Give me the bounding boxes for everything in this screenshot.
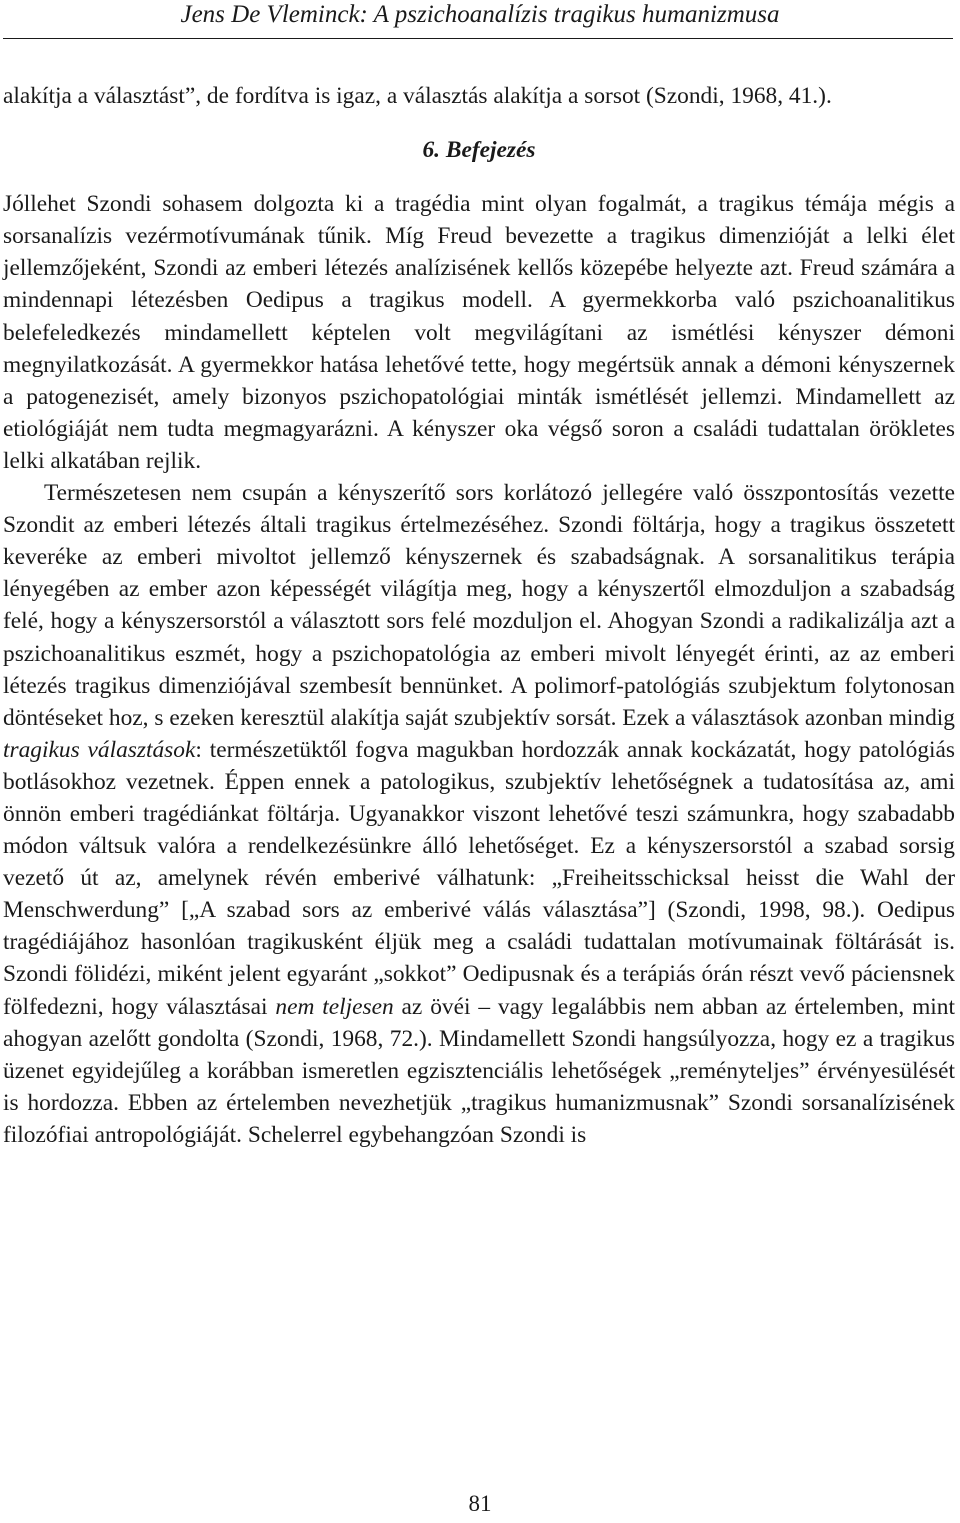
paragraph-2-italic-not-entirely: nem teljesen <box>275 993 394 1020</box>
paragraph-2-part-1: Természetesen nem csupán a kényszerítő sors korlátozó jellegére való összpontosítás vezette Szondit az emberi létezés általi tragikus értelmezéséhez. Szondi föltárja, hogy a tragikus összetett keveréke az emberi mivoltot jellemző kényszernek és szabadságnak. A sorsanalitikus terápia lényegében az ember azon képességét világítja meg, hogy a kényszertől elmozduljon a szabadság felé, hogy a kényszersorstól a választott sors felé mozduljon el. Ahogyan Szondi a radikalizálja azt a pszichoanalitikus eszmét, hogy a pszichopatológia az emberi mivolt lényegét érinti, az az emberi létezés tragikus dimenziójával szembesít bennünket. A polimorf-patológiás szubjektum folytonosan döntéseket hoz, s ezeken keresztül alakítja saját szubjektív sorsát. Ezek a választások azonban mindig <box>3 480 955 731</box>
paragraph-1: Jóllehet Szondi sohasem dolgozta ki a tragédia mint olyan fogalmát, a tragikus témája mégis a sorsanalízis vezérmotívumának tűnik. Míg Freud bevezette a tragikus dimenzióját a lelki élet jellemzőjeként, Szondi az emberi létezés analízisének kellős közepébe helyezte azt. Freud számára a mindennapi létezésben Oedipus a tragikus modell. A gyermekkorba való pszichoanalitikus belefeledkezés mindamellett képtelen volt megvilágítani az ismétlési kényszer démoni megnyilatkozását. A gyermekkor hatása lehetővé tette, hogy megértsük annak a démoni kényszernek a patogenezisét, amely bizonyos pszichopatológiai minták ismétlését jellemzi. Mindamellett az etiológiáját nem tudta megmagyarázni. A kényszer oka végső soron a családi tudattalan örökletes lelki alkatában rejlik. <box>3 191 955 474</box>
running-header <box>0 0 960 40</box>
paragraph-2-part-2: : természetüktől fogva magukban hordozzák annak kockázatát, hogy patológiás botlásokhoz vezetnek. Éppen ennek a patologikus, szubjektív lehetőségnek a tudatosítása az, ami önnön emberi tragédiánkat föltárja. Ugyanakkor viszont lehetővé teszi számunkra, hogy szabadabb módon váltsuk valóra a rendelkezésünkre álló lehetőséget. Ez a kényszersorstól a szabad sorsig vezető út az, amelynek révén emberivé válhatunk: „Freiheitsschicksal heisst die Wahl der Menschwerdung” [„A szabad sors az emberivé válás választása”] (Szondi, 1998, 98.). Oedipus tragédiájához hasonlóan tragikusként éljük meg a családi tudattalan motívumainak föltárását is. Szondi fölidézi, miként jelent egyaránt „sokkot” Oedipusnak és a terápiás órán részt vevő páciensnek fölfedezni, hogy választásai <box>3 736 955 1020</box>
section-number: 6. <box>422 137 441 164</box>
intro-paragraph: alakítja a választást”, de fordítva is igaz, a választás alakítja a sorsot (Szondi, 1968, 41.). <box>3 83 832 109</box>
header-divider <box>3 38 953 39</box>
paragraph-2 <box>3 477 955 1151</box>
page-number: 81 <box>468 1491 492 1516</box>
paragraph-2-part-3: az övéi – vagy legalábbis nem abban az értelemben, mint ahogyan azelőtt gondolta (Szondi, 1968, 72.). Mindamellett Szondi hangsúlyozza, hogy ez a tragikus üzenet egyidejűleg a korábban ismeretlen egzisztenciális lehetőségek „reményteljes” érvényesülését is hordozza. Ebben az értelemben nevezhetjük „tragikus humanizmusnak” Szondi sorsanalízisének filozófiai antropológiáját. Schelerrel egybehangzóan Szondi is <box>3 993 955 1148</box>
page-body <box>3 80 955 1151</box>
section-heading <box>3 134 955 166</box>
section-title: Befejezés <box>445 137 536 164</box>
running-header-title: Jens De Vleminck: A pszichoanalízis tragikus humanizmusa <box>180 1 780 28</box>
paragraph-2-italic-tragic-choices: tragikus választások <box>3 736 196 763</box>
